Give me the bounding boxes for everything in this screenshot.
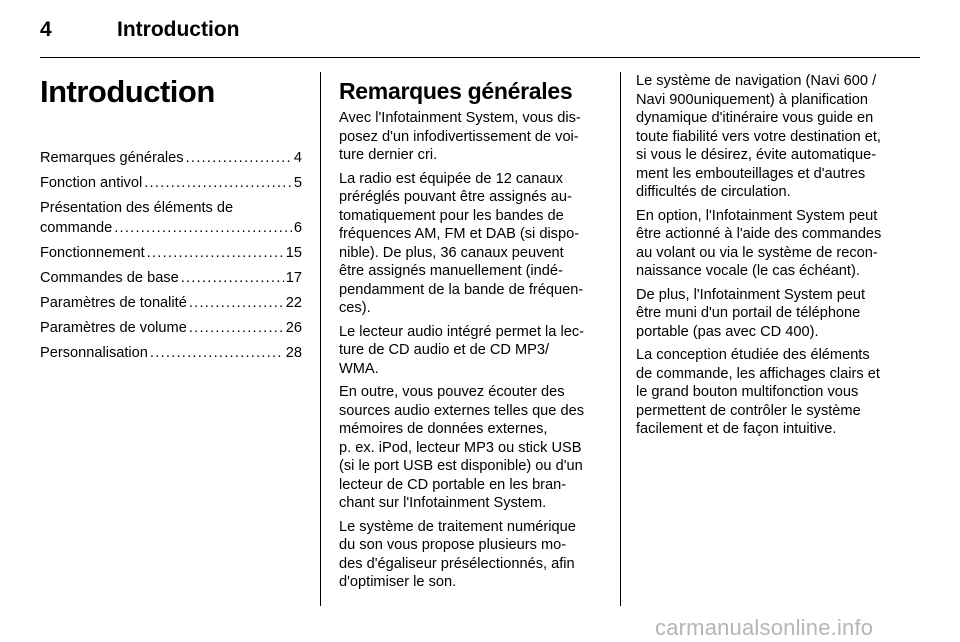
text-line: mémoires de données externes, — [339, 421, 548, 437]
toc-entry[interactable] — [40, 173, 302, 193]
text-line: En option, l'Infotainment System peut — [636, 207, 878, 224]
col3-body — [636, 72, 906, 439]
toc-leader — [189, 293, 284, 313]
text-line: chant sur l'Infotainment System. — [339, 495, 547, 511]
toc-page: 22 — [285, 295, 302, 311]
toc-label: commande — [40, 220, 113, 236]
text-line: facilement et de façon intuitive. — [636, 421, 837, 437]
text-line: (si le port USB est disponible) ou d'un — [339, 458, 583, 474]
text-line: si vous le désirez, évite automatique- — [636, 147, 877, 163]
paragraph — [636, 286, 906, 342]
toc-entry[interactable] — [40, 293, 302, 313]
paragraph — [636, 346, 906, 439]
paragraph — [339, 518, 604, 592]
toc-label: Commandes de base — [40, 270, 179, 286]
text-line: p. ex. iPod, lecteur MP3 ou stick USB — [339, 439, 582, 456]
column-divider — [620, 72, 621, 606]
toc-label: Remarques générales — [40, 150, 184, 166]
text-line: être assignés manuellement (indé- — [339, 263, 563, 279]
text-line: posez d'un infodivertissement de voi- — [339, 128, 579, 145]
watermark: carmanualsonline.info — [655, 615, 874, 640]
toc-page: 17 — [285, 270, 302, 286]
text-line: La conception étudiée des éléments — [636, 347, 870, 363]
text-line: De plus, l'Infotainment System peut — [636, 286, 866, 303]
text-line: Le système de navigation (Navi 600 / — [636, 73, 877, 89]
toc-leader — [150, 343, 284, 363]
text-line: le grand bouton multifonction vous — [636, 384, 859, 400]
text-line: Le lecteur audio intégré permet la lec- — [339, 323, 584, 340]
paragraph — [636, 207, 906, 281]
text-line: permettent de contrôler le système — [636, 402, 861, 419]
toc-page: 6 — [293, 220, 302, 236]
page-number: 4 — [40, 18, 52, 41]
toc-entry[interactable] — [40, 268, 302, 288]
chapter-title: Introduction — [40, 74, 215, 109]
toc-page: 28 — [285, 345, 302, 361]
text-line: naissance vocale (le cas échéant). — [636, 263, 860, 279]
text-line: de commande, les affichages clairs et — [636, 365, 880, 382]
toc-leader — [181, 268, 284, 288]
text-line: préréglés pouvant être assignés au- — [339, 189, 572, 205]
toc-page: 26 — [285, 320, 302, 336]
toc-label: Fonctionnement — [40, 245, 145, 261]
toc-leader — [186, 148, 292, 168]
toc-label: Fonction antivol — [40, 175, 143, 191]
toc-page: 5 — [293, 175, 302, 191]
header-rule — [40, 57, 920, 58]
text-line: tomatiquement pour les bandes de — [339, 207, 564, 224]
text-line: Le système de traitement numérique — [339, 518, 576, 535]
text-line: En outre, vous pouvez écouter des — [339, 384, 565, 400]
col2-body — [339, 109, 604, 592]
toc-entry[interactable] — [40, 148, 302, 168]
text-column-3 — [636, 72, 906, 444]
text-line: fréquences AM, FM et DAB (si dispo- — [339, 226, 580, 242]
toc-leader — [144, 173, 292, 193]
text-line: dynamique d'itinéraire vous guide en — [636, 110, 874, 126]
toc-leader — [189, 318, 284, 338]
text-line: Navi 900uniquement) à planification — [636, 91, 869, 108]
page-header — [40, 18, 920, 46]
paragraph — [339, 323, 604, 379]
toc-label: Paramètres de tonalité — [40, 295, 187, 311]
toc-entry[interactable] — [40, 318, 302, 338]
text-line: ces). — [339, 300, 371, 316]
paragraph — [339, 109, 604, 165]
text-line: d'optimiser le son. — [339, 574, 457, 590]
toc-label: Présentation des éléments de — [40, 200, 234, 216]
running-title: Introduction — [117, 18, 240, 41]
text-line: lecteur de CD portable en les bran- — [339, 476, 567, 493]
toc-label: Paramètres de volume — [40, 320, 187, 336]
section-title: Remarques générales — [339, 78, 573, 104]
text-line: pendamment de la bande de fréquen- — [339, 281, 584, 298]
text-line: ment les embouteillages et d'autres — [636, 165, 866, 182]
text-column-2 — [339, 77, 604, 597]
text-line: du son vous propose plusieurs mo- — [339, 537, 567, 553]
text-line: La radio est équipée de 12 canaux — [339, 170, 563, 187]
text-line: portable (pas avec CD 400). — [636, 323, 819, 340]
text-line: des d'égaliseur présélectionnés, afin — [339, 555, 575, 572]
text-line: au volant ou via le système de recon- — [636, 244, 878, 261]
text-line: difficultés de circulation. — [636, 184, 791, 200]
text-line: ture dernier cri. — [339, 147, 438, 163]
column-divider — [320, 72, 321, 606]
toc-leader — [147, 243, 284, 263]
toc-page: 4 — [293, 150, 302, 166]
toc-column — [40, 72, 302, 368]
text-line: nible). De plus, 36 canaux peuvent — [339, 244, 564, 261]
toc-entry[interactable] — [40, 243, 302, 263]
toc-entry[interactable] — [40, 343, 302, 363]
text-line: Avec l'Infotainment System, vous dis- — [339, 110, 581, 126]
text-line: être actionné à l'aide des commandes — [636, 226, 882, 242]
text-line: sources audio externes telles que des — [339, 402, 585, 419]
toc-page: 15 — [285, 245, 302, 261]
table-of-contents — [40, 148, 302, 363]
text-line: ture de CD audio et de CD MP3/ — [339, 342, 550, 358]
toc-entry[interactable] — [40, 198, 302, 238]
paragraph — [339, 170, 604, 318]
toc-leader — [114, 218, 292, 238]
toc-label: Personnalisation — [40, 345, 148, 361]
text-line: toute fiabilité vers votre destination et, — [636, 128, 881, 145]
text-line: être muni d'un portail de téléphone — [636, 305, 861, 321]
text-line: WMA. — [339, 360, 379, 377]
paragraph — [636, 72, 906, 202]
paragraph — [339, 383, 604, 513]
